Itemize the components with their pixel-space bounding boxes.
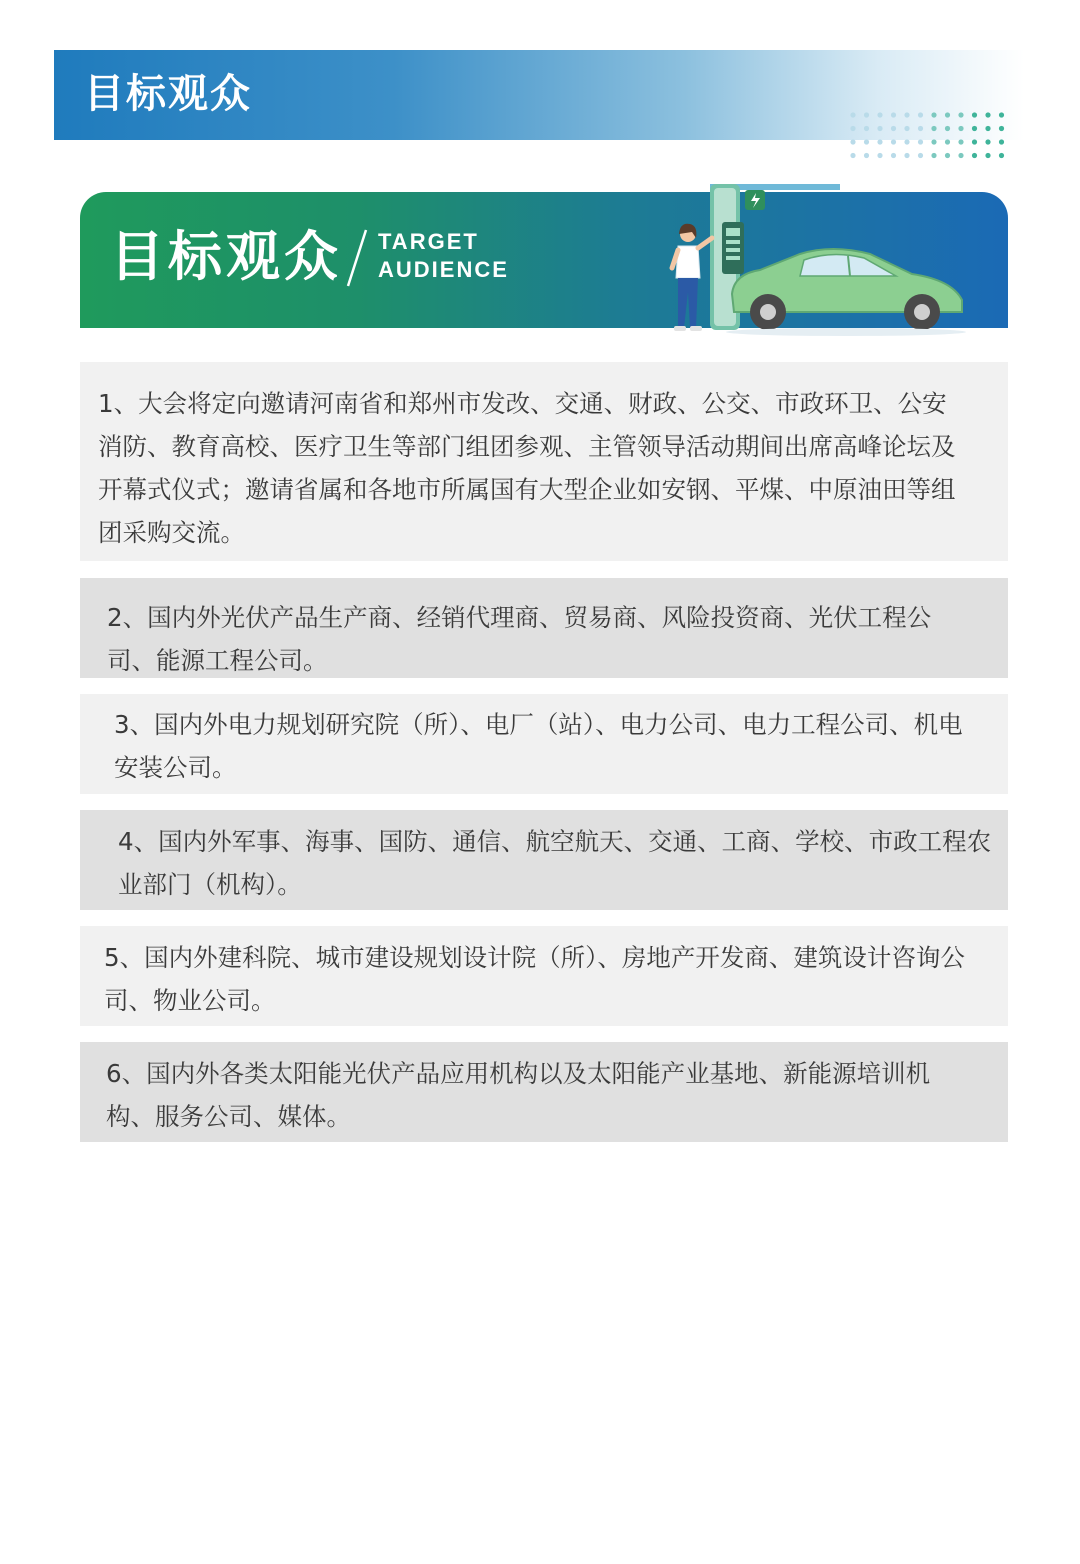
decorative-dot bbox=[999, 112, 1004, 117]
decorative-dot bbox=[972, 112, 977, 117]
dot-pattern-decoration bbox=[848, 110, 1018, 162]
decorative-dot bbox=[850, 139, 855, 144]
decorative-dot bbox=[931, 139, 936, 144]
decorative-dot bbox=[850, 126, 855, 131]
decorative-dot bbox=[999, 139, 1004, 144]
list-item-1 bbox=[80, 362, 1008, 561]
decorative-dot bbox=[904, 139, 909, 144]
decorative-dot bbox=[904, 126, 909, 131]
decorative-dot bbox=[918, 139, 923, 144]
decorative-dot bbox=[985, 126, 990, 131]
list-item-text: 2、国内外光伏产品生产商、经销代理商、贸易商、风险投资商、光伏工程公司、能源工程公司。 bbox=[107, 603, 932, 675]
decorative-dot bbox=[891, 153, 896, 158]
decorative-dot bbox=[999, 126, 1004, 131]
decorative-dot bbox=[972, 139, 977, 144]
list-item-5 bbox=[80, 926, 1008, 1026]
section-title: 目标观众 bbox=[84, 71, 252, 117]
banner-subtitle-line1: TARGET bbox=[378, 229, 479, 254]
banner-english-subtitle bbox=[378, 228, 509, 284]
decorative-dot bbox=[877, 126, 882, 131]
decorative-dot bbox=[864, 153, 869, 158]
decorative-dot bbox=[985, 153, 990, 158]
decorative-dot bbox=[864, 112, 869, 117]
ev-charging-illustration bbox=[650, 182, 980, 338]
person-icon bbox=[672, 224, 712, 331]
decorative-dot bbox=[972, 153, 977, 158]
decorative-dot bbox=[877, 112, 882, 117]
decorative-dot bbox=[945, 153, 950, 158]
decorative-dot bbox=[918, 112, 923, 117]
decorative-dot bbox=[985, 112, 990, 117]
decorative-dot bbox=[904, 153, 909, 158]
car-icon bbox=[726, 249, 966, 336]
decorative-dot bbox=[904, 112, 909, 117]
decorative-dot bbox=[958, 126, 963, 131]
decorative-dot bbox=[891, 139, 896, 144]
banner-title: 目标观众 bbox=[110, 225, 342, 288]
decorative-dot bbox=[958, 139, 963, 144]
decorative-dot bbox=[864, 126, 869, 131]
decorative-dot bbox=[945, 126, 950, 131]
decorative-dot bbox=[918, 126, 923, 131]
decorative-dot bbox=[918, 153, 923, 158]
list-item-text: 6、国内外各类太阳能光伏产品应用机构以及太阳能产业基地、新能源培训机构、服务公司、媒体。 bbox=[106, 1059, 931, 1131]
list-item-text: 5、国内外建科院、城市建设规划设计院（所）、房地产开发商、建筑设计咨询公司、物业公司。 bbox=[104, 943, 965, 1015]
decorative-dot bbox=[877, 139, 882, 144]
decorative-dot bbox=[999, 153, 1004, 158]
decorative-dot bbox=[850, 112, 855, 117]
decorative-dot bbox=[891, 112, 896, 117]
decorative-dot bbox=[891, 126, 896, 131]
list-item-4 bbox=[80, 810, 1008, 910]
list-item-text: 3、国内外电力规划研究院（所）、电厂（站）、电力公司、电力工程公司、机电安装公司。 bbox=[114, 710, 963, 782]
decorative-dot bbox=[972, 126, 977, 131]
decorative-dot bbox=[864, 139, 869, 144]
list-item-2 bbox=[80, 578, 1008, 678]
decorative-dot bbox=[945, 139, 950, 144]
decorative-dot bbox=[985, 139, 990, 144]
list-item-6 bbox=[80, 1042, 1008, 1142]
decorative-dot bbox=[958, 112, 963, 117]
slash-divider bbox=[342, 228, 372, 288]
decorative-dot bbox=[958, 153, 963, 158]
decorative-dot bbox=[931, 126, 936, 131]
decorative-dot bbox=[931, 153, 936, 158]
list-item-text: 1、大会将定向邀请河南省和郑州市发改、交通、财政、公交、市政环卫、公安消防、教育高校、医疗卫生等部门组团参观、主管领导活动期间出席高峰论坛及开幕式仪式；邀请省属和各地市所属国有大型企业如安钢、平煤、中原油田等组团采购交流。 bbox=[98, 389, 956, 547]
banner-subtitle-line2: AUDIENCE bbox=[378, 257, 509, 282]
decorative-dot bbox=[931, 112, 936, 117]
decorative-dot bbox=[850, 153, 855, 158]
list-item-text: 4、国内外军事、海事、国防、通信、航空航天、交通、工商、学校、市政工程农业部门（机构）。 bbox=[118, 827, 992, 899]
decorative-dot bbox=[945, 112, 950, 117]
decorative-dot bbox=[877, 153, 882, 158]
list-item-3 bbox=[80, 694, 1008, 794]
